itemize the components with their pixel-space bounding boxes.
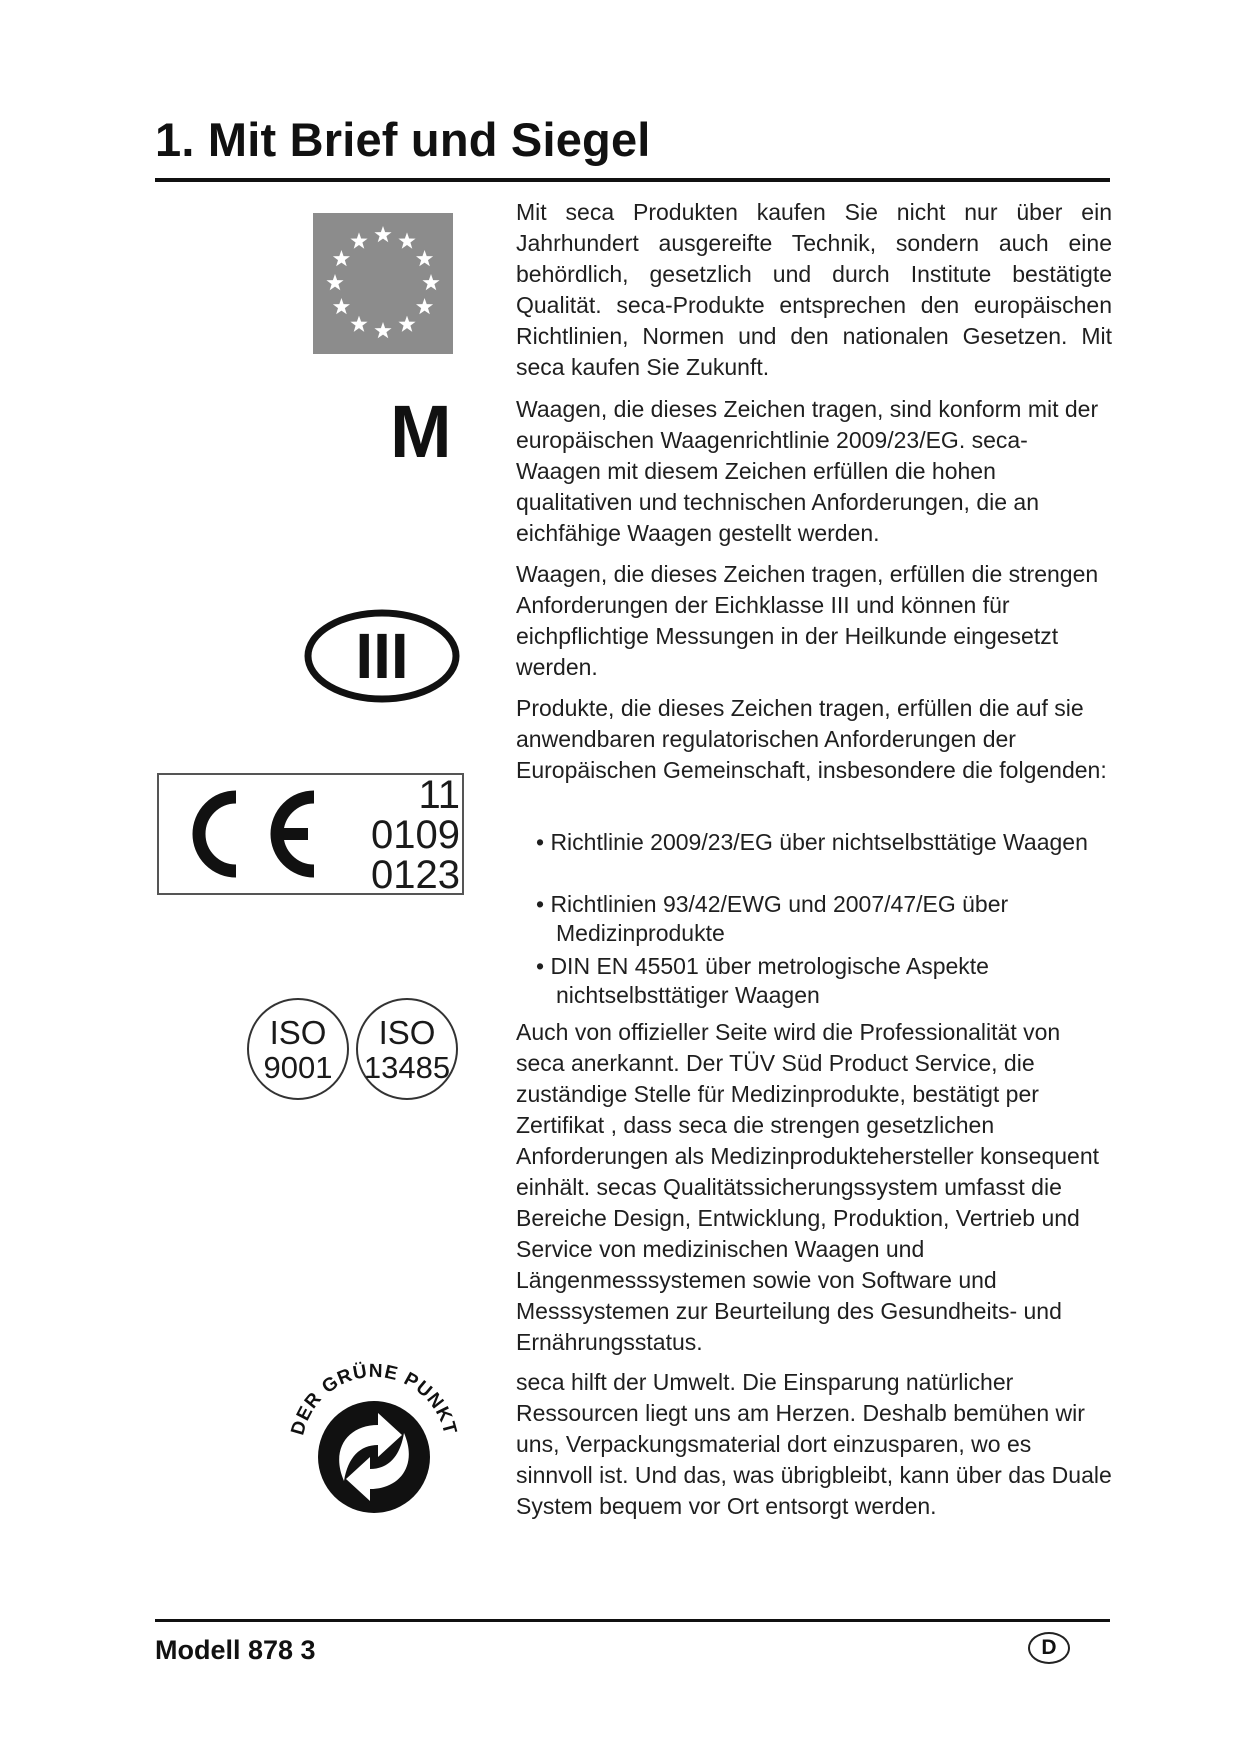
iso-left-line1: ISO (269, 1014, 327, 1051)
language-badge: D (1028, 1632, 1070, 1664)
accuracy-class-paragraph: Waagen, die dieses Zeichen tragen, erfüllen die strengen Anforderungen der Eichklasse III und können für eichpflichtige Messungen in der Heilkunde eingesetzt werden. (516, 561, 1099, 680)
gruener-punkt-text: DER GRÜNE PUNKT (287, 1360, 461, 1438)
eu-flag-icon (313, 213, 453, 354)
iso-right-line1: ISO (378, 1014, 436, 1051)
ce-number: 0109 (371, 813, 460, 857)
environment-paragraph: seca hilft der Umwelt. Die Einsparung natürlicher Ressourcen liegt uns am Herzen. Deshalb bemühen wir uns, Verpackungsmaterial dort einzusparen, wo es sinnvoll ist. Und das, was übrigbleibt, kann über das Duale System bequem vor Ort entsorgt werden. (516, 1369, 1112, 1519)
ce-bullet: • Richtlinien 93/42/EWG und 2007/47/EG über Medizinprodukte (536, 891, 1009, 946)
footer-divider (155, 1619, 1110, 1622)
iso-13485-icon (354, 996, 460, 1102)
ce-number: 0123 (371, 853, 460, 897)
ce-number: 11 (418, 773, 460, 817)
gruener-punkt-icon (282, 1345, 466, 1517)
metrology-m-icon: M (390, 390, 452, 473)
iso-left-line2: 9001 (263, 1050, 333, 1085)
ce-notified-body-numbers (360, 775, 460, 895)
iso-9001-icon (245, 996, 351, 1102)
ce-paragraph: Produkte, die dieses Zeichen tragen, erfüllen die auf sie anwendbaren regulatorischen Anforderungen der Europäischen Gemeinschaft, insbesondere die folgenden: (516, 695, 1107, 783)
ce-bullet: • DIN EN 45501 über metrologische Aspekte nichtselbsttätiger Waagen (536, 953, 989, 1008)
title-divider (155, 178, 1110, 182)
accuracy-class-icon (303, 608, 461, 704)
intro-paragraph: Mit seca Produkten kaufen Sie nicht nur über ein Jahrhundert ausgereifte Technik, sondern auch eine behördlich, gesetzlich und durch Institute bestätigte Qualität. seca-Produkte entsprechen den europäischen Richtlinien, Normen und den nationalen Gesetzen. Mit seca kaufen Sie Zukunft. (516, 199, 1112, 380)
page-title: 1. Mit Brief und Siegel (155, 113, 651, 166)
iso-right-line2: 13485 (363, 1050, 451, 1085)
metrology-paragraph: Waagen, die dieses Zeichen tragen, sind konform mit der europäischen Waagenrichtlinie 2009/23/EG. seca-Waagen mit diesem Zeichen erfüllen die hohen qualitativen und technischen Anforderungen, die an eichfähige Waagen gestellt werden. (516, 396, 1099, 546)
ce-mark-icon (180, 784, 330, 884)
ce-bullet: • Richtlinie 2009/23/EG über nichtselbsttätige Waagen (536, 829, 1088, 855)
iso-paragraph: Auch von offizieller Seite wird die Professionalität von seca anerkannt. Der TÜV Süd Product Service, die zuständige Stelle für Medizinprodukte, bestätigt per Zertifikat , dass seca die strengen gesetzlichen Anforderungen als Medizinproduktehersteller konsequent einhält. secas Qualitätssicherungssystem umfasst die Bereiche Design, Entwicklung, Produktion, Vertrieb und Service von medizinischen Waagen und Längenmesssystemen sowie von Software und Messsystemen zur Beurteilung des Gesundheits- und Ernährungsstatus. (516, 1019, 1100, 1355)
footer-model: Modell 878 3 (155, 1635, 316, 1665)
accuracy-class-label: III (355, 620, 409, 692)
